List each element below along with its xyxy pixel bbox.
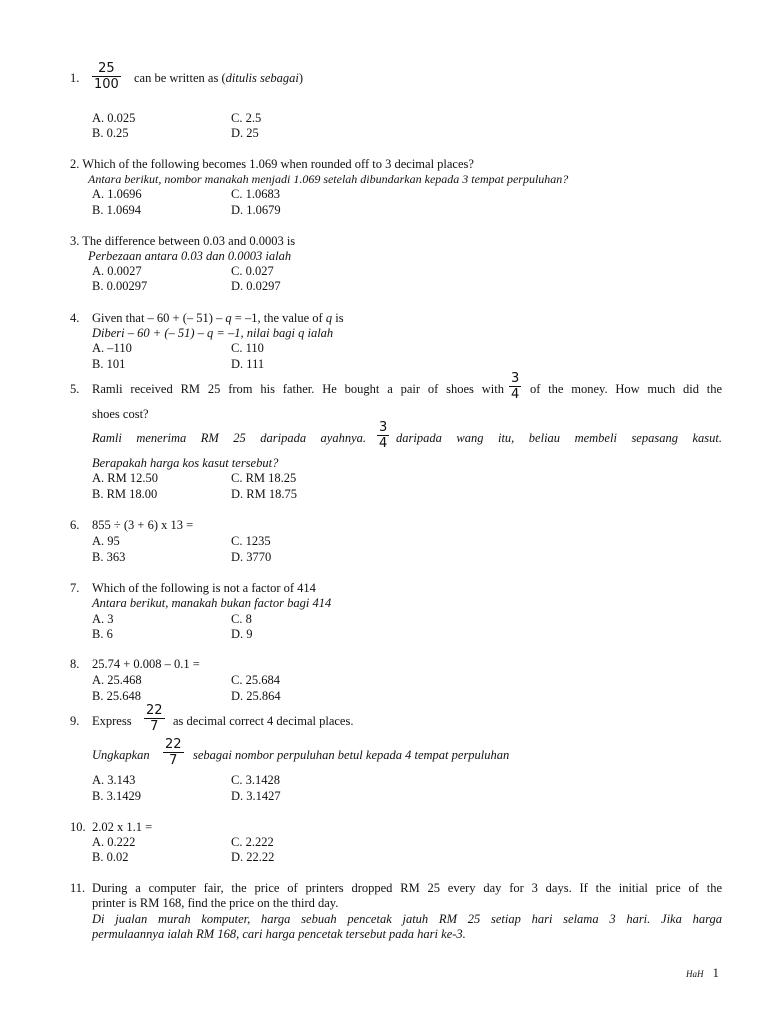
option-a: A. 0.025 <box>92 111 136 125</box>
option-d: D. 9 <box>231 627 253 641</box>
option-d: D. 3770 <box>231 550 272 564</box>
option-d: D. 1.0679 <box>231 203 281 217</box>
fraction-denominator: 4 <box>511 387 520 402</box>
question-5-text-ms-c: Berapakah harga kos kasut tersebut? <box>92 456 279 470</box>
question-1-text-ms: ditulis sebagai <box>225 71 299 85</box>
option-a: A. RM 12.50 <box>92 471 158 485</box>
option-c: C. 110 <box>231 341 264 355</box>
page-footer <box>686 966 719 982</box>
option-b: B. 3.1429 <box>92 789 141 803</box>
question-4-var: q <box>225 311 232 325</box>
question-4-text-pre: Given that – 60 + (– 51) – <box>92 311 226 325</box>
question-2-text-en: 2. Which of the following becomes 1.069 when rounded off to 3 decimal places? <box>70 157 474 171</box>
option-a: A. 3.143 <box>92 773 136 787</box>
option-c: C. 2.5 <box>231 111 262 125</box>
option-c: C. 8 <box>231 612 252 626</box>
question-3-text-en: 3. The difference between 0.03 and 0.0003 is <box>70 234 296 248</box>
option-b: B. 25.648 <box>92 689 141 703</box>
option-c: C. 1235 <box>231 534 271 548</box>
question-5-text-en-b: of the money. How much did the <box>530 382 722 396</box>
option-a: A. 1.0696 <box>92 187 142 201</box>
fraction-numerator: 3 <box>511 371 520 386</box>
option-a: A. 0.222 <box>92 835 136 849</box>
option-b: B. 0.25 <box>92 126 129 140</box>
question-4-var: q <box>325 311 333 325</box>
option-a: A. 25.468 <box>92 673 142 687</box>
question-11-text-ms-b: permulaannya ialah RM 168, cari harga pencetak tersebut pada hari ke-3. <box>92 927 466 941</box>
question-5-text-en-a: Ramli received RM 25 from his father. He bought a pair of shoes with <box>92 382 504 396</box>
option-b: B. 101 <box>92 357 126 371</box>
question-9-fraction-ms <box>163 737 184 768</box>
question-1-number: 1. <box>70 71 80 85</box>
question-7-text-ms: Antara berikut, manakah bukan factor bagi 414 <box>92 596 332 610</box>
option-b: B. 363 <box>92 550 126 564</box>
option-c: C. 25.684 <box>231 673 280 687</box>
option-d: D. 25.864 <box>231 689 281 703</box>
option-b: B. 0.02 <box>92 850 129 864</box>
option-d: D. 22.22 <box>231 850 275 864</box>
fraction-denominator: 7 <box>169 753 178 768</box>
option-d: D. RM 18.75 <box>231 487 297 501</box>
question-8-text-en: 25.74 + 0.008 – 0.1 = <box>92 657 200 671</box>
option-d: D. 0.0297 <box>231 279 281 293</box>
question-10-text-en: 2.02 x 1.1 = <box>92 820 153 834</box>
question-11-text-en-b: printer is RM 168, find the price on the third day. <box>92 896 339 910</box>
question-10-number: 10. <box>70 820 86 834</box>
fraction-numerator: 22 <box>165 737 182 752</box>
question-9-text-ms-a: Ungkapkan <box>92 748 150 762</box>
question-9-text-ms-b: sebagai nombor perpuluhan betul kepada 4 tempat perpuluhan <box>193 748 510 762</box>
option-d: D. 25 <box>231 126 259 140</box>
question-4-text-ms: Diberi – 60 + (– 51) – q = –1, nilai bagi q ialah <box>92 326 334 340</box>
question-6-text-en: 855 ÷ (3 + 6) x 13 = <box>92 518 194 532</box>
question-5-number: 5. <box>70 382 80 396</box>
option-a: A. 95 <box>92 534 120 548</box>
question-9-text-en-b: as decimal correct 4 decimal places. <box>173 714 354 728</box>
question-5-fraction <box>509 371 521 402</box>
question-4-number: 4. <box>70 311 80 325</box>
fraction-numerator: 3 <box>379 420 388 435</box>
option-a: A. –110 <box>92 341 132 355</box>
question-8-number: 8. <box>70 657 80 671</box>
option-c: C. 3.1428 <box>231 773 280 787</box>
option-b: B. 6 <box>92 627 113 641</box>
question-5-fraction-ms <box>377 420 389 451</box>
question-11-text-ms-a: Di jualan murah komputer, harga sebuah pencetak jatuh RM 25 setiap hari selama 3 hari. Jika harga <box>92 912 722 926</box>
option-a: A. 3 <box>92 612 114 626</box>
option-c: C. RM 18.25 <box>231 471 297 485</box>
question-4-text-mid: = –1, the value of <box>231 311 326 325</box>
fraction-denominator: 7 <box>150 719 159 734</box>
question-4-text-post: is <box>332 311 344 325</box>
question-7-number: 7. <box>70 581 80 595</box>
question-9-text-en-a: Express <box>92 714 132 728</box>
page-number: 1 <box>712 966 719 980</box>
question-11-number: 11. <box>70 881 86 895</box>
question-9-number: 9. <box>70 714 80 728</box>
question-4-text-en <box>92 311 344 326</box>
fraction-denominator: 4 <box>379 436 388 451</box>
question-5-text-ms-b: daripada wang itu, beliau membeli sepasang kasut. <box>396 431 722 445</box>
fraction-numerator: 22 <box>146 703 163 718</box>
question-5-text-en-c: shoes cost? <box>92 407 149 421</box>
footer-initials: HaH <box>686 969 704 979</box>
fraction-numerator: 25 <box>98 61 115 76</box>
option-d: D. 3.1427 <box>231 789 281 803</box>
question-5-text-ms-a: Ramli menerima RM 25 daripada ayahnya. <box>92 431 366 445</box>
question-3-text-ms: Perbezaan antara 0.03 dan 0.0003 ialah <box>88 249 292 263</box>
question-1-text <box>134 71 303 86</box>
question-6-number: 6. <box>70 518 80 532</box>
question-1-fraction <box>92 61 121 92</box>
question-7-text-en: Which of the following is not a factor of 414 <box>92 581 316 595</box>
question-2-text-ms: Antara berikut, nombor manakah menjadi 1.069 setelah dibundarkan kepada 3 tempat perpuluhan? <box>88 172 569 186</box>
fraction-denominator: 100 <box>94 77 119 92</box>
option-b: B. 0.00297 <box>92 279 148 293</box>
option-a: A. 0.0027 <box>92 264 142 278</box>
question-1-text-en: can be written as ( <box>134 71 226 85</box>
option-b: B. RM 18.00 <box>92 487 158 501</box>
option-c: C. 1.0683 <box>231 187 280 201</box>
question-9-fraction <box>144 703 165 734</box>
question-1-text-close: ) <box>298 71 304 85</box>
option-d: D. 111 <box>231 357 265 371</box>
option-c: C. 2.222 <box>231 835 274 849</box>
question-11-text-en-a: During a computer fair, the price of printers dropped RM 25 every day for 3 days. If the initial price of the <box>92 881 722 895</box>
option-c: C. 0.027 <box>231 264 274 278</box>
option-b: B. 1.0694 <box>92 203 141 217</box>
